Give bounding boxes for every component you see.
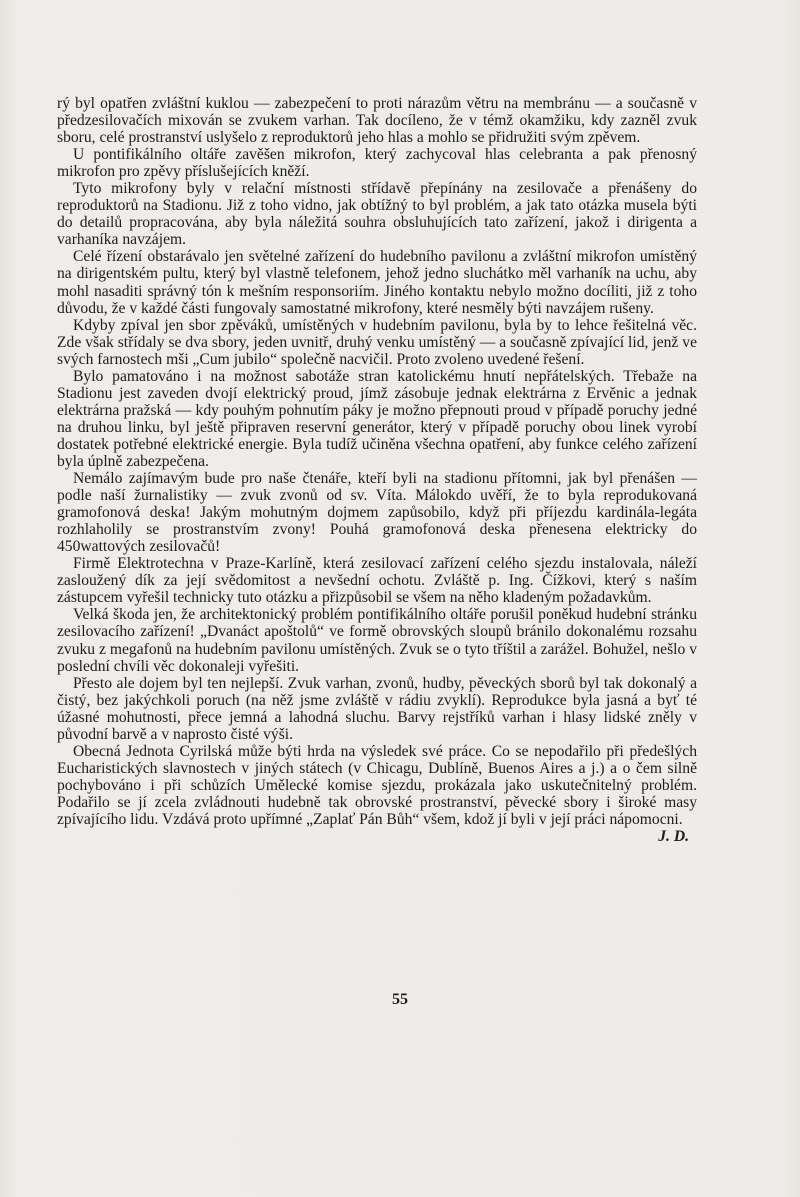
paragraph: rý byl opatřen zvláštní kuklou — zabezpečení to proti nárazům větru na membránu — a současně v předzesilovačích mixován se zvukem varhan. Tak docíleno, že v témž okamžiku, kdy zazněl zvuk sboru, celé prostranství uslyšelo z reproduktorů jeho hlas a mohlo se přidružiti svým zpěvem. xyxy=(57,95,697,147)
paragraph: Tyto mikrofony byly v relační místnosti střídavě přepínány na zesilovače a přenášeny do reproduktorů na Stadionu. Již z toho vidno, jak obtížný to byl problém, a jak tato otázka musela býti do detailů propracována, aby byla náležitá souhra obsluhujících tato zařízení, jakož i dirigenta a varhaníka navzájem. xyxy=(57,180,697,249)
paragraph: U pontifikálního oltáře zavěšen mikrofon, který zachycoval hlas celebranta a pak přenosný mikrofon pro zpěvy příslušejících kněží. xyxy=(57,146,697,181)
paragraph: Velká škoda jen, že architektonický problém pontifikálního oltáře porušil poněkud hudební stránku zesilovacího zařízení! „Dvanáct apoštolů“ ve formě obrovských sloupů bránilo dokonalému rozsahu zvuku z megafonů na hudebním pavilonu umístěných. Zvuk se o tyto tříštil a zarážel. Bohužel, nešlo v poslední chvíli věc dokonaleji vyřešiti. xyxy=(57,606,697,675)
paragraph: Nemálo zajímavým bude pro naše čtenáře, kteří byli na stadionu přítomni, jak byl přenášen — podle naší žurnalistiky — zvuk zvonů od sv. Víta. Málokdo uvěří, že to byla reprodukovaná gramofonová deska! Jakým mohutným dojmem zapůsobilo, když při příjezdu kardinála-legáta rozhlaholily se prostranstvím zvony! Pouhá gramofonová deska přenesena elektricky do 450wattových zesilovačů! xyxy=(57,470,697,556)
paragraph: Celé řízení obstarávalo jen světelné zařízení do hudebního pavilonu a zvláštní mikrofon umístěný na dirigentském pultu, který byl vlastně telefonem, jehož jedno sluchátko měl varhaník na uchu, aby mohl nasaditi správný tón k mešním responsoriím. Jiného kontaktu nebylo možno docíliti, již z toho důvodu, že v každé části fungovaly samostatné mikrofony, které nesměly býti navzájem rušeny. xyxy=(57,248,697,317)
paragraph: Firmě Elektrotechna v Praze-Karlíně, která zesilovací zařízení celého sjezdu instalovala, náleží zasloužený dík za její svědomitost a nevšední ochotu. Zvláště p. Ing. Čížkovi, který s naším zástupcem vyřešil technicky tuto otázku a přizpůsobil se všem na něho kladeným požadavkům. xyxy=(57,555,697,607)
author-signature: J. D. xyxy=(658,828,689,846)
page-number: 55 xyxy=(392,991,408,1008)
paragraph-text: Obecná Jednota Cyrilská může býti hrda na výsledek své práce. Co se nepodařilo při předešlých Eucharistických slavnostech v jiných státech (v Chicagu, Dublíně, Buenos Aires a j.) a o čem silně pochybováno i při schůzích Umělecké komise sjezdu, prokázala jako uskutečnitelný problém. Podařilo se jí zcela zvládnouti hudebně tak obrovské prostranství, pěvecké sbory i široké masy zpívajícího lidu. Vzdává proto upřímné „Zaplať Pán Bůh“ všem, kdož jí byli v její práci nápomocni. xyxy=(57,742,697,828)
article-body xyxy=(57,95,697,845)
paragraph: Přesto ale dojem byl ten nejlepší. Zvuk varhan, zvonů, hudby, pěveckých sborů byl tak dokonalý a čistý, bez jakýchkoli poruch (na něž jsme zvláště v rádiu zvyklí). Reprodukce byla jasná a byť té úžasné mohutnosti, přece jemná a lahodná sluchu. Barvy rejstříků varhan i hlasy lidské zněly v původní barvě a v naprosto čisté výši. xyxy=(57,674,697,743)
paragraph: Kdyby zpíval jen sbor zpěváků, umístěných v hudebním pavilonu, byla by to lehce řešitelná věc. Zde však střídaly se dva sbory, jeden uvnitř, druhý venku umístěný — a současně zpívající lid, jenž ve svých farnostech mši „Cum jubilo“ společně nacvičil. Proto zvoleno uvedené řešení. xyxy=(57,316,697,368)
last-paragraph xyxy=(57,742,697,846)
paragraph: Bylo pamatováno i na možnost sabotáže stran katolickému hnutí nepřátelských. Třebaže na Stadionu jest zaveden dvojí elektrický proud, jímž zásobuje jednak elektrárna z Ervěnic a jednak elektrárna pražská — kdy pouhým pohnutím páky je možno přepnouti proud v případě poruchy jedné na druhou linku, byl ještě připraven reservní generátor, který v případě poruchy obou linek vyrobí dostatek potřebné elektrické energie. Byla tudíž učiněna všechna opatření, aby funkce celého zařízení byla úplně zabezpečena. xyxy=(57,367,697,470)
